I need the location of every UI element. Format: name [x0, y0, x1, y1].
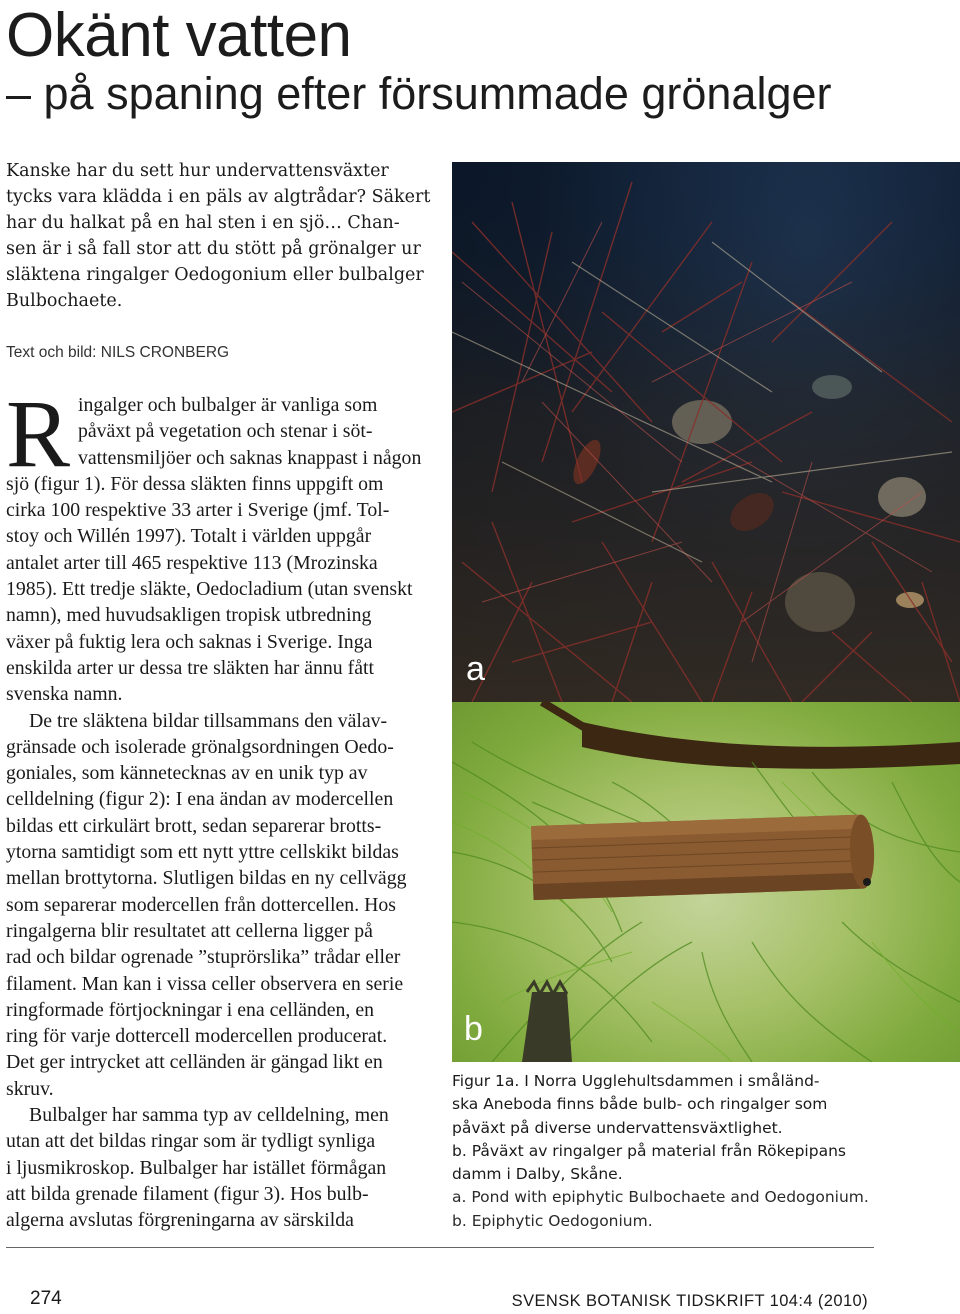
body-line: utan att det bildas ringar som är tydligt synliga [6, 1130, 376, 1153]
body-line: 1985). Ett tredje släkte, Oedocladium (utan svenskt [6, 578, 413, 601]
figure-label-b: b [464, 1010, 483, 1048]
body-line: ring för varje dottercell modercellen producerat. [6, 1025, 388, 1048]
body-line: skruv. [6, 1077, 54, 1100]
body-line: ringformade förtjockningar i ena celländen, en [6, 998, 374, 1021]
body-line: goniales, som kännetecknas av en unik typ av [6, 762, 368, 785]
body-line: ytorna samtidigt som ett nytt yttre cellskikt bildas [6, 841, 399, 864]
body-line: ingalger och bulbalger är vanliga som [78, 394, 378, 416]
caption-line: b. Påväxt av ringalger på material från Rökepipans [452, 1141, 846, 1160]
body-line: i ljusmikroskop. Bulbalger har istället förmågan [6, 1156, 387, 1179]
body-text [6, 380, 436, 1234]
caption-line-english: b. Epiphytic Oedogonium. [452, 1211, 653, 1230]
caption-line: påväxt på diverse undervattensväxtlighet. [452, 1118, 783, 1137]
lead-line: tycks vara klädda i en päls av algtrådar? Säkert [6, 187, 431, 207]
caption-line: damm i Dalby, Skåne. [452, 1165, 623, 1184]
body-line: ringalgerna blir resultatet att cellerna ligger på [6, 919, 373, 942]
page-number: 274 [30, 1288, 62, 1309]
figure-label-a: a [466, 650, 485, 688]
body-line: Bulbalger har samma typ av celldelning, men [29, 1104, 389, 1127]
body-line: vattensmiljöer och saknas knappast i någon [78, 446, 422, 469]
body-line: enskilda arter ur dessa tre släkten har ännu fått [6, 656, 375, 679]
pond-illustration [452, 162, 960, 702]
body-line: bildas ett cirkulärt brott, sedan separerar brotts- [6, 814, 382, 837]
body-line: namn), med huvudsakligen tropisk utbredning [6, 604, 372, 627]
body-line: växer på fuktig lera och saknas i Sverige. Inga [6, 630, 373, 653]
body-line: cirka 100 respektive 33 arter i Sverige (jmf. Tol- [6, 499, 390, 522]
body-line: celldelning (figur 2): I ena ändan av modercellen [6, 788, 394, 811]
photo-algae-stick [452, 702, 960, 1062]
body-line: gränsade och isolerade grönalgsordningen Oedo- [6, 735, 394, 758]
journal-name: SVENSK BOTANISK TIDSKRIFT 104:4 (2010) [511, 1292, 868, 1310]
lead-line: Bulbochaete. [6, 291, 123, 311]
dropcap: R [6, 380, 71, 487]
body-line: svenska namn. [6, 683, 123, 706]
lead-line: släktena ringalger Oedogonium eller bulbalger [6, 265, 424, 285]
body-line: De tre släktena bildar tillsammans den välav- [29, 709, 388, 732]
body-line: som separerar modercellen från dottercellen. Hos [6, 893, 396, 916]
article-title: Okänt vatten [6, 1, 352, 70]
byline: Text och bild: NILS CRONBERG [6, 344, 230, 361]
body-line: stoy och Willén 1997). Totalt i världen uppgår [6, 525, 372, 548]
caption-line: ska Aneboda finns både bulb- och ringalger som [452, 1095, 828, 1114]
body-line: antalet arter till 465 respektive 113 (Mrozinska [6, 551, 378, 574]
lead-line: har du halkat på en hal sten i en sjö… Chan- [6, 213, 400, 233]
body-line: algerna avslutas förgreningarna av särskilda [6, 1209, 354, 1232]
body-line: Det ger intrycket att celländen är gängad likt en [6, 1051, 383, 1074]
body-line: påväxt på vegetation och stenar i söt- [78, 420, 373, 443]
article-subtitle: – på spaning efter försummade grönalger [6, 68, 832, 119]
caption-line: Figur 1a. I Norra Ugglehultsdammen i småländ- [452, 1072, 820, 1090]
body-line: rad och bildar ogrenade ”stuprörslika” trådar eller [6, 946, 401, 969]
photo-pond-algae [452, 162, 960, 702]
lead-line: Kanske har du sett hur undervattensväxter [6, 161, 389, 181]
figure-caption [452, 1070, 892, 1233]
body-line: att bilda grenade filament (figur 3). Hos bulb- [6, 1182, 369, 1205]
footer-divider [6, 1247, 874, 1248]
body-line: mellan brottytorna. Slutligen bildas en ny cellvägg [6, 867, 407, 890]
body-line: sjö (figur 1). För dessa släkten finns uppgift om [6, 472, 384, 495]
body-line: filament. Man kan i vissa celler observera en serie [6, 972, 404, 995]
algae-illustration [452, 702, 960, 1062]
lead-line: sen är i så fall stor att du stött på grönalger ur [6, 239, 421, 259]
lead-paragraph [6, 158, 431, 314]
caption-line-english: a. Pond with epiphytic Bulbochaete and Oedogonium. [452, 1188, 869, 1207]
